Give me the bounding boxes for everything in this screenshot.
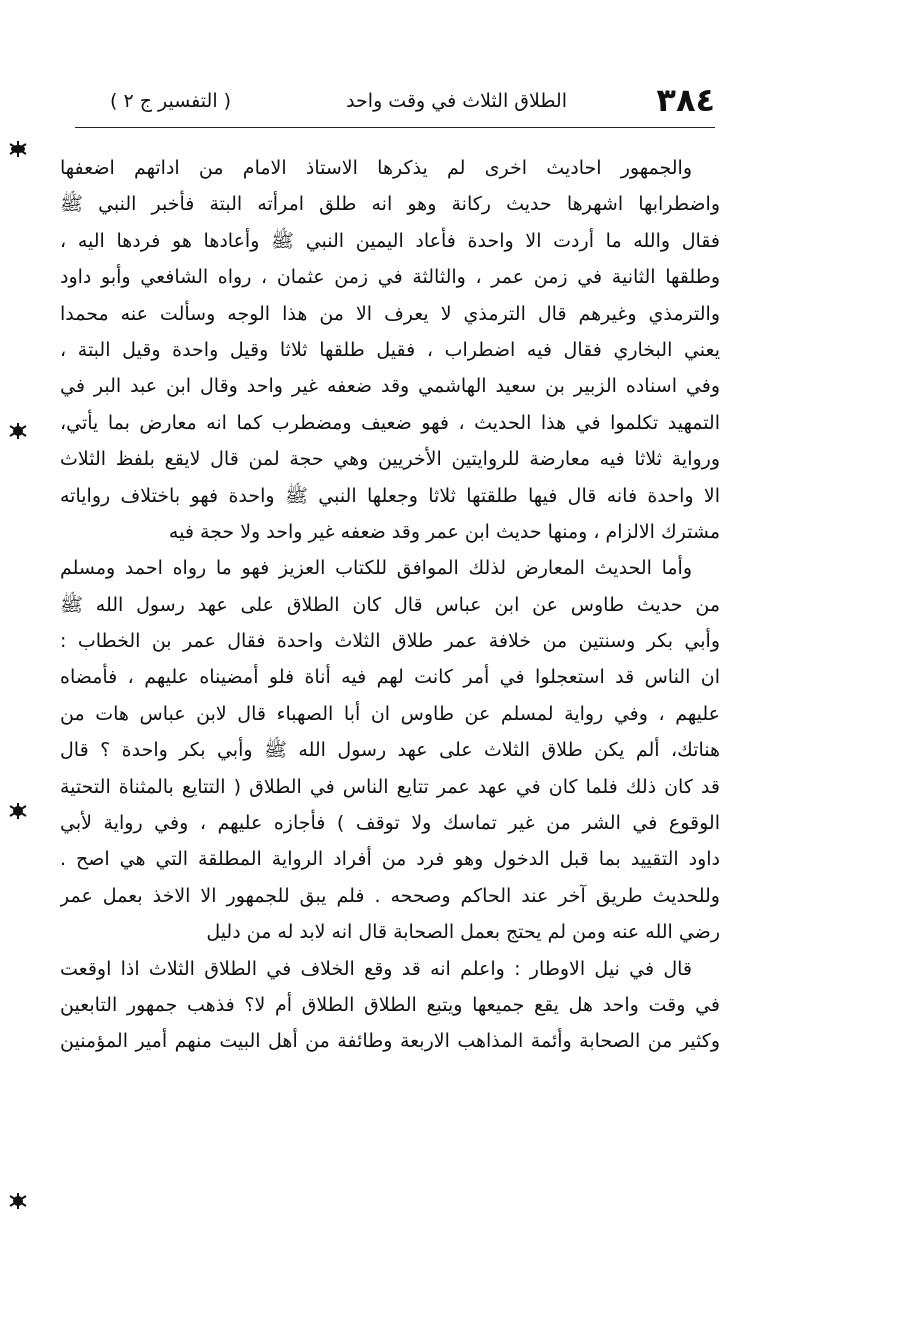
volume-note: ( التفسير ج ٢ ) xyxy=(110,90,232,112)
margin-asterisk-icon xyxy=(8,140,28,158)
text-line: ورواية ثلاثا فيه معارضة للروايتين الأخريين وهي حجة لمن قال لايقع بلفظ الثلاث xyxy=(60,448,720,471)
text-line: رضي الله عنه ومن لم يحتج بعمل الصحابة قال انه لابد له من دليل xyxy=(206,921,720,944)
text-line: التمهيد تكلموا في هذا الحديث ، فهو ضعيف ومضطرب كما انه معارض بما يأتي، xyxy=(60,411,720,434)
text-line: في وقت واحد هل يقع جميعها ويتبع الطلاق الطلاق أم لا؟ فذهب جمهور التابعين xyxy=(60,993,720,1016)
text-line: وأما الحديث المعارض لذلك الموافق للكتاب العزيز فهو ما رواه احمد ومسلم xyxy=(60,557,692,580)
text-line: الوقوع في الشر من غير تماسك ولا توقف ) فأجازه عليهم ، وفي رواية لأبي xyxy=(60,812,720,835)
text-line: والترمذي وغيرهم قال الترمذي لا يعرف الا من هذا الوجه وسألت عنه محمدا xyxy=(60,302,720,325)
running-title: الطلاق الثلاث في وقت واحد xyxy=(346,90,567,112)
text-line: يعني البخاري فقال فيه اضطراب ، فقيل طلقها ثلاثا وقيل واحدة وقيل البتة ، xyxy=(60,338,720,361)
text-line: فقال والله ما أردت الا واحدة فأعاد اليمين النبي ﷺ وأعادها هو فردها اليه ، xyxy=(60,229,720,252)
text-line: قال في نيل الاوطار : واعلم انه قد وقع الخلاف في الطلاق الثلاث اذا اوقعت xyxy=(60,957,692,980)
text-line: مشترك الالزام ، ومنها حديث ابن عمر وقد ضعفه غير واحد ولا حجة فيه xyxy=(168,520,720,543)
text-line: واضطرابها اشهرها حديث ركانة وهو انه طلق امرأته البتة فأخبر النبي ﷺ xyxy=(60,193,720,216)
body-text xyxy=(60,150,720,1060)
header-rule xyxy=(75,127,715,128)
text-line: من حديث طاوس عن ابن عباس قال كان الطلاق على عهد رسول الله ﷺ xyxy=(60,593,720,616)
text-line: الا واحدة فانه قال فيها طلقتها ثلاثا وجعلها النبي ﷺ واحدة فهو باختلاف رواياته xyxy=(60,484,720,507)
page-header xyxy=(70,82,715,122)
text-line: هناتك، ألم يكن طلاق الثلاث على عهد رسول الله ﷺ وأبي بكر واحدة ؟ قال xyxy=(60,739,720,762)
text-line: قد كان ذلك فلما كان في عهد عمر تتايع الناس في الطلاق ( التتايع بالمثناة التحتية xyxy=(60,775,720,798)
margin-asterisk-icon xyxy=(8,422,28,440)
text-line: داود التقييد بما قبل الدخول وهو فرد من أفراد الرواية المطلقة التي هي اصح . xyxy=(60,848,720,871)
margin-asterisk-icon xyxy=(8,802,28,820)
text-line: والجمهور احاديث اخرى لم يذكرها الاستاذ الامام من اداتهم اضعفها xyxy=(60,157,692,179)
text-line: ان الناس قد استعجلوا في أمر كانت لهم فيه أناة فلو أمضيناه عليهم ، فأمضاه xyxy=(60,666,720,689)
text-line: عليهم ، وفي رواية لمسلم عن طاوس ان أبا الصهباء قال لابن عباس هات من xyxy=(60,702,720,725)
text-line: وكثير من الصحابة وأئمة المذاهب الاربعة وطائفة من أهل البيت منهم أمير المؤمنين xyxy=(60,1030,720,1053)
text-line: وللحديث طريق آخر عند الحاكم وصححه . فلم يبق للجمهور الا الاخذ بعمل عمر xyxy=(60,884,720,907)
page-number: ٣٨٤ xyxy=(656,81,715,119)
margin-asterisk-icon xyxy=(8,1192,28,1210)
text-line: وفي اسناده الزبير بن سعيد الهاشمي وقد ضعفه غير واحد وقال ابن عبد البر في xyxy=(60,375,720,398)
text-line: وطلقها الثانية في زمن عمر ، والثالثة في زمن عثمان ، رواه الشافعي وأبو داود xyxy=(60,266,720,289)
text-line: وأبي بكر وسنتين من خلافة عمر طلاق الثلاث واحدة فقال عمر بن الخطاب : xyxy=(60,630,720,653)
